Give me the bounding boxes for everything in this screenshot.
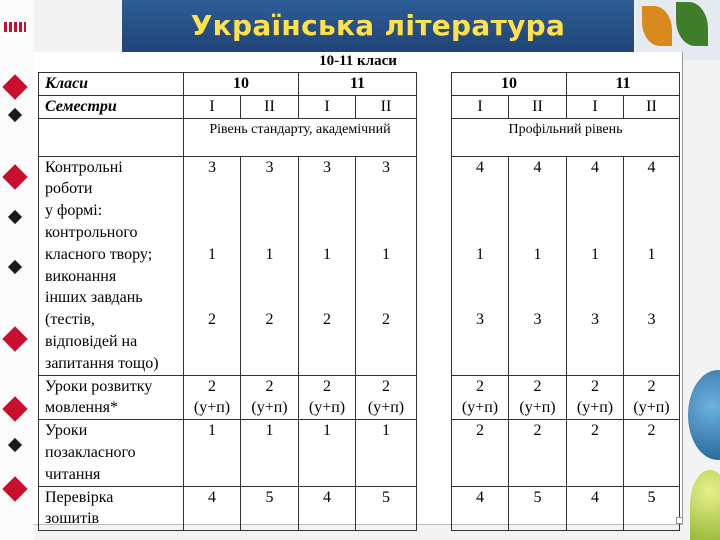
extracurricular-value-cell: 2 [509, 420, 567, 486]
plant-decoration [690, 470, 720, 540]
control-values-cell: 3 1 2 [184, 156, 241, 375]
extracurricular-value-cell: 2 [452, 420, 509, 486]
control-values-cell: 4 1 3 [509, 156, 567, 375]
grade-cell: 10 [452, 73, 567, 96]
speech-lessons-row [39, 375, 680, 420]
control-values-cell: 4 1 3 [452, 156, 509, 375]
semester-cell: I [567, 95, 624, 118]
extracurricular-value-cell: 2 [624, 420, 680, 486]
workload-table [38, 72, 680, 531]
semesters-header: Семестри [39, 95, 184, 118]
notebook-value-cell: 4 [567, 486, 624, 531]
page-title: Українська література [190, 9, 566, 42]
notebook-value-cell: 5 [624, 486, 680, 531]
control-values-cell: 4 1 3 [567, 156, 624, 375]
ornament-motif [8, 108, 22, 122]
control-works-row [39, 156, 680, 375]
notebook-value-cell: 5 [356, 486, 417, 531]
leaf-icon [642, 6, 672, 46]
table-heading: 10-11 класи [319, 53, 397, 69]
ornament-motif [2, 164, 27, 189]
resize-handle[interactable] [676, 517, 683, 524]
semester-cell: II [241, 95, 299, 118]
notebook-value-cell: 4 [184, 486, 241, 531]
ornament-motif [8, 438, 22, 452]
control-values-cell: 3 1 2 [299, 156, 356, 375]
content-card [34, 52, 683, 528]
semester-cell: I [299, 95, 356, 118]
notebook-value-cell: 4 [299, 486, 356, 531]
extracurricular-value-cell: 1 [241, 420, 299, 486]
speech-value-cell: 2 (у+п) [624, 375, 680, 420]
speech-value-cell: 2 (у+п) [509, 375, 567, 420]
ornament-motif [8, 210, 22, 224]
control-values-cell: 3 1 2 [241, 156, 299, 375]
control-values-cell: 4 1 3 [624, 156, 680, 375]
speech-value-cell: 2 (у+п) [241, 375, 299, 420]
ornament-motif [2, 476, 27, 501]
ornament-motif [2, 326, 27, 351]
semester-cell: I [184, 95, 241, 118]
level-profile: Профільний рівень [452, 118, 680, 156]
separator-column [417, 73, 452, 531]
empty-cell [39, 118, 184, 156]
notebook-value-cell: 4 [452, 486, 509, 531]
control-values-cell: 3 1 2 [356, 156, 417, 375]
extracurricular-value-cell: 1 [299, 420, 356, 486]
extracurricular-reading-label: Уроки позакласного читання [39, 420, 184, 486]
speech-lessons-label: Уроки розвитку мовлення* [39, 375, 184, 420]
control-works-label: Контрольні роботи у формі: контрольного класного твору; виконання інших завдань (тестів, відповідей на запитання тощо) [39, 156, 184, 375]
extracurricular-value-cell: 1 [184, 420, 241, 486]
grade-cell: 11 [567, 73, 680, 96]
semester-cell: II [624, 95, 680, 118]
extracurricular-value-cell: 2 [567, 420, 624, 486]
classes-header: Класи [39, 73, 184, 96]
speech-value-cell: 2 (у+п) [567, 375, 624, 420]
ornament-motif [2, 74, 27, 99]
semesters-header-row [39, 95, 680, 118]
ornament-motif [2, 396, 27, 421]
speech-value-cell: 2 (у+п) [356, 375, 417, 420]
level-standard: Рівень стандарту, академічний [184, 118, 417, 156]
notebook-check-row [39, 486, 680, 531]
speech-value-cell: 2 (у+п) [184, 375, 241, 420]
semester-cell: I [452, 95, 509, 118]
grade-cell: 10 [184, 73, 299, 96]
notebook-value-cell: 5 [241, 486, 299, 531]
level-row [39, 118, 680, 156]
title-bar [122, 0, 634, 53]
ornament-stripe [4, 22, 26, 32]
extracurricular-value-cell: 1 [356, 420, 417, 486]
leaf-icon [676, 2, 708, 46]
globe-decoration [688, 370, 720, 460]
speech-value-cell: 2 (у+п) [299, 375, 356, 420]
notebook-check-label: Перевірка зошитів [39, 486, 184, 531]
semester-cell: II [509, 95, 567, 118]
ornament-motif [8, 260, 22, 274]
semester-cell: II [356, 95, 417, 118]
grades-header-row [39, 73, 680, 96]
grade-cell: 11 [299, 73, 417, 96]
extracurricular-reading-row [39, 420, 680, 486]
embroidery-ornament [0, 0, 34, 540]
speech-value-cell: 2 (у+п) [452, 375, 509, 420]
notebook-value-cell: 5 [509, 486, 567, 531]
autumn-leaves-decoration [636, 0, 720, 60]
